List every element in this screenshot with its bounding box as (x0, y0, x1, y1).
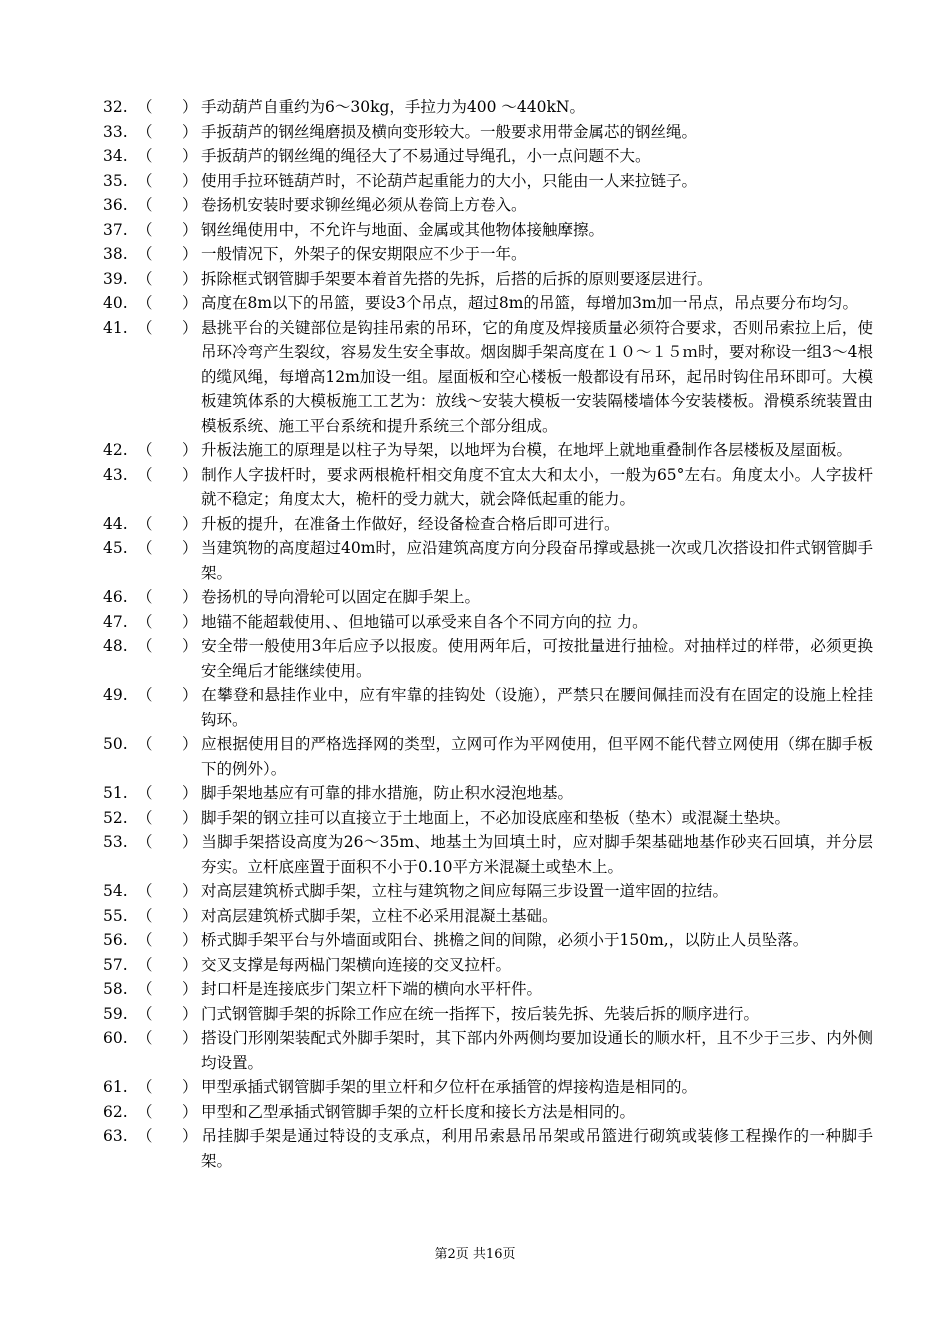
question-item (103, 218, 873, 243)
question-number: 38. (103, 245, 128, 263)
answer-blank: （ ） (137, 465, 198, 484)
question-text: 地锚不能超载使用、、但地锚可以承受来自各个不同方向的拉 力。 (201, 612, 648, 631)
answer-blank: （ ） (137, 1004, 198, 1023)
question-text: 安全带一般使用3年后应予以报废。使用两年后，可按批量进行抽检。对抽样过的样带，必须更换安全绳后才能继续使用。 (201, 637, 873, 680)
question-text: 交叉支撑是每两榀门架横向连接的交叉拉杆。 (201, 955, 512, 974)
question-text: 悬挑平台的关键部位是钩挂吊索的吊环，它的角度及焊接质量必须符合要求，否则吊索拉上后，使吊环冷弯产生裂纹，容易发生安全事故。烟囱脚手架高度在１０～１５ｍ时，要对称设一组3～4根的缆风绳，每增高12m加设一组。屋面板和空心楼板一般都设有吊环，起吊时钩住吊环即可。大模板建筑体系的大模板施工工艺为：放线～安装大模板一安装隔楼墙体今安装楼板。滑模系统装置由模板系统、施工平台系统和提升系统三个部分组成。 (201, 318, 873, 435)
question-text: 搭设门形刚架装配式外脚手架时，其下部内外两侧均要加设通长的顺水杆，且不少于三步、内外侧均设置。 (201, 1029, 873, 1072)
question-item (103, 904, 873, 929)
question-item (103, 830, 873, 879)
question-number: 33. (103, 122, 128, 141)
question-number: 45. (103, 539, 128, 557)
answer-blank: （ ） (137, 588, 198, 606)
answer-blank: （ ） (137, 808, 198, 827)
question-number: 43. (103, 465, 128, 484)
question-number: 53. (103, 833, 128, 851)
answer-blank: （ ） (137, 735, 198, 753)
question-number: 52. (103, 808, 128, 827)
question-number: 61. (103, 1078, 128, 1096)
question-item (103, 953, 873, 978)
question-item (103, 242, 873, 267)
question-text: 高度在8m以下的吊篮，要设3个吊点，超过8m的吊篮，每增加3m加一吊点，吊点要分布均匀。 (201, 294, 859, 312)
answer-blank: （ ） (137, 318, 198, 337)
answer-blank: （ ） (137, 1078, 198, 1096)
question-text: 当建筑物的高度超过40m时，应沿建筑高度方向分段奋吊撑或悬挑一次或几次搭设扣件式钢管脚手架。 (201, 539, 873, 582)
page-footer (0, 1246, 950, 1264)
answer-blank: （ ） (137, 196, 198, 214)
question-number: 47. (103, 612, 128, 631)
question-text: 制作人字拔杆时，要求两根桅杆相交角度不宜太大和太小，一般为65°左右。角度太小。人字拔杆就不稳定；角度太大，桅杆的受力就大，就会降低起重的能力。 (201, 465, 873, 508)
question-text: 使用手拉环链葫芦时，不论葫芦起重能力的大小，只能由一人来拉链子。 (201, 171, 698, 190)
answer-blank: （ ） (137, 833, 198, 851)
question-number: 63. (103, 1127, 128, 1145)
question-number: 54. (103, 882, 128, 900)
question-text: 卷扬机的导向滑轮可以固定在脚手架上。 (201, 588, 481, 606)
question-text: 手扳葫芦的钢丝绳磨损及横向变形较大。一般要求用带金属芯的钢丝绳。 (201, 122, 698, 141)
question-text: 对高层建筑桥式脚手架，立柱与建筑物之间应每隔三步设置一道牢固的拉结。 (201, 882, 729, 900)
question-number: 51. (103, 784, 128, 802)
answer-blank: （ ） (137, 1102, 198, 1121)
question-number: 60. (103, 1029, 128, 1047)
question-text: 脚手架地基应有可靠的排水措施，防止积水浸泡地基。 (201, 784, 574, 802)
question-number: 58. (103, 980, 128, 998)
question-item (103, 634, 873, 683)
question-item (103, 144, 873, 169)
question-text: 升板法施工的原理是以柱子为导架，以地坪为台模，在地坪上就地重叠制作各层楼板及屋面板。 (201, 441, 853, 459)
question-number: 48. (103, 637, 128, 655)
answer-blank: （ ） (137, 147, 198, 165)
question-item (103, 169, 873, 194)
question-number: 39. (103, 269, 128, 288)
question-number: 36. (103, 196, 128, 214)
question-item (103, 463, 873, 512)
answer-blank: （ ） (137, 686, 198, 704)
question-text: 桥式脚手架平台与外墙面或阳台、挑檐之间的间隙，必须小于150m,，以防止人员坠落。 (201, 931, 809, 949)
question-item (103, 316, 873, 439)
question-text: 甲型和乙型承插式钢管脚手架的立杆长度和接长方法是相同的。 (201, 1102, 636, 1121)
question-item (103, 781, 873, 806)
question-number: 42. (103, 441, 128, 459)
question-item (103, 291, 873, 316)
answer-blank: （ ） (137, 980, 198, 998)
question-item (103, 193, 873, 218)
answer-blank: （ ） (137, 955, 198, 974)
question-item (103, 1124, 873, 1173)
question-text: 拆除框式钢管脚手架要本着首先搭的先拆，后搭的后拆的原则要逐层进行。 (201, 269, 713, 288)
answer-blank: （ ） (137, 539, 198, 557)
page-number: 第2页 共16页 (434, 1247, 516, 1262)
question-number: 40. (103, 294, 128, 312)
answer-blank: （ ） (137, 294, 198, 312)
question-text: 钢丝绳使用中，不允许与地面、金属或其他物体接触摩擦。 (201, 220, 605, 239)
question-item (103, 928, 873, 953)
answer-blank: （ ） (137, 637, 198, 655)
question-list (103, 95, 873, 1173)
question-text: 对高层建筑桥式脚手架，立柱不必采用混凝土基础。 (201, 906, 558, 925)
answer-blank: （ ） (137, 1029, 198, 1047)
question-number: 55. (103, 906, 128, 925)
question-number: 56. (103, 931, 128, 949)
question-number: 59. (103, 1004, 128, 1023)
question-number: 46. (103, 588, 128, 606)
question-text: 当脚手架搭设高度为26～35m、地基土为回填土时，应对脚手架基础地基作砂夹石回填，并分层夯实。立杆底座置于面积不小于0.10平方米混凝土或垫木上。 (201, 833, 873, 876)
question-number: 57. (103, 955, 128, 974)
question-item (103, 120, 873, 145)
question-text: 封口杆是连接底步门架立杆下端的横向水平杆件。 (201, 980, 543, 998)
question-item (103, 585, 873, 610)
question-item (103, 95, 873, 120)
answer-blank: （ ） (137, 612, 198, 631)
answer-blank: （ ） (137, 220, 198, 239)
question-text: 在攀登和悬挂作业中，应有牢靠的挂钩处（设施），严禁只在腰间佩挂而没有在固定的设施上栓挂钩环。 (201, 686, 873, 729)
question-item (103, 1002, 873, 1027)
question-text: 升板的提升，在准备土作做好，经设备检查合格后即可进行。 (201, 514, 620, 533)
answer-blank: （ ） (137, 441, 198, 459)
question-item (103, 683, 873, 732)
question-item (103, 1100, 873, 1125)
question-text: 吊挂脚手架是通过特设的支承点，利用吊索悬吊吊架或吊篮进行砌筑或装修工程操作的一种脚手架。 (201, 1127, 873, 1170)
answer-blank: （ ） (137, 245, 198, 263)
question-number: 34. (103, 147, 128, 165)
question-item (103, 1026, 873, 1075)
question-item (103, 977, 873, 1002)
answer-blank: （ ） (137, 931, 198, 949)
question-text: 卷扬机安装时要求铆丝绳必须从卷筒上方卷入。 (201, 196, 527, 214)
question-number: 41. (103, 318, 128, 337)
question-number: 35. (103, 171, 128, 190)
answer-blank: （ ） (137, 1127, 198, 1145)
question-item (103, 438, 873, 463)
answer-blank: （ ） (137, 98, 198, 116)
answer-blank: （ ） (137, 784, 198, 802)
answer-blank: （ ） (137, 171, 198, 190)
question-item (103, 610, 873, 635)
question-text: 一般情况下，外架子的保安期限应不少于一年。 (201, 245, 527, 263)
question-number: 37. (103, 220, 128, 239)
question-item (103, 732, 873, 781)
question-number: 62. (103, 1102, 128, 1121)
question-item (103, 536, 873, 585)
question-item (103, 267, 873, 292)
question-number: 49. (103, 686, 128, 704)
answer-blank: （ ） (137, 122, 198, 141)
answer-blank: （ ） (137, 269, 198, 288)
question-text: 手动葫芦自重约为6～30kg，手拉力为400 ～440kN。 (201, 98, 585, 116)
question-number: 50. (103, 735, 128, 753)
question-item (103, 879, 873, 904)
answer-blank: （ ） (137, 514, 198, 533)
answer-blank: （ ） (137, 906, 198, 925)
question-text: 应根据使用目的严格选择网的类型，立网可作为平网使用，但平网不能代替立网使用（绑在脚手板下的例外）。 (201, 735, 873, 778)
question-text: 甲型承插式钢管脚手架的里立杆和夕位杆在承插管的焊接构造是相同的。 (201, 1078, 698, 1096)
question-text: 脚手架的钢立挂可以直接立于土地面上，不必加设底座和垫板（垫木）或混凝土垫块。 (201, 808, 791, 827)
question-number: 32. (103, 98, 128, 116)
answer-blank: （ ） (137, 882, 198, 900)
question-text: 手扳葫芦的钢丝绳的绳径大了不易通过导绳孔，小一点问题不大。 (201, 147, 651, 165)
question-item (103, 806, 873, 831)
question-item (103, 1075, 873, 1100)
question-item (103, 512, 873, 537)
question-number: 44. (103, 514, 128, 533)
question-text: 门式钢管脚手架的拆除工作应在统一指挥下，按后装先拆、先装后拆的顺序进行。 (201, 1004, 760, 1023)
